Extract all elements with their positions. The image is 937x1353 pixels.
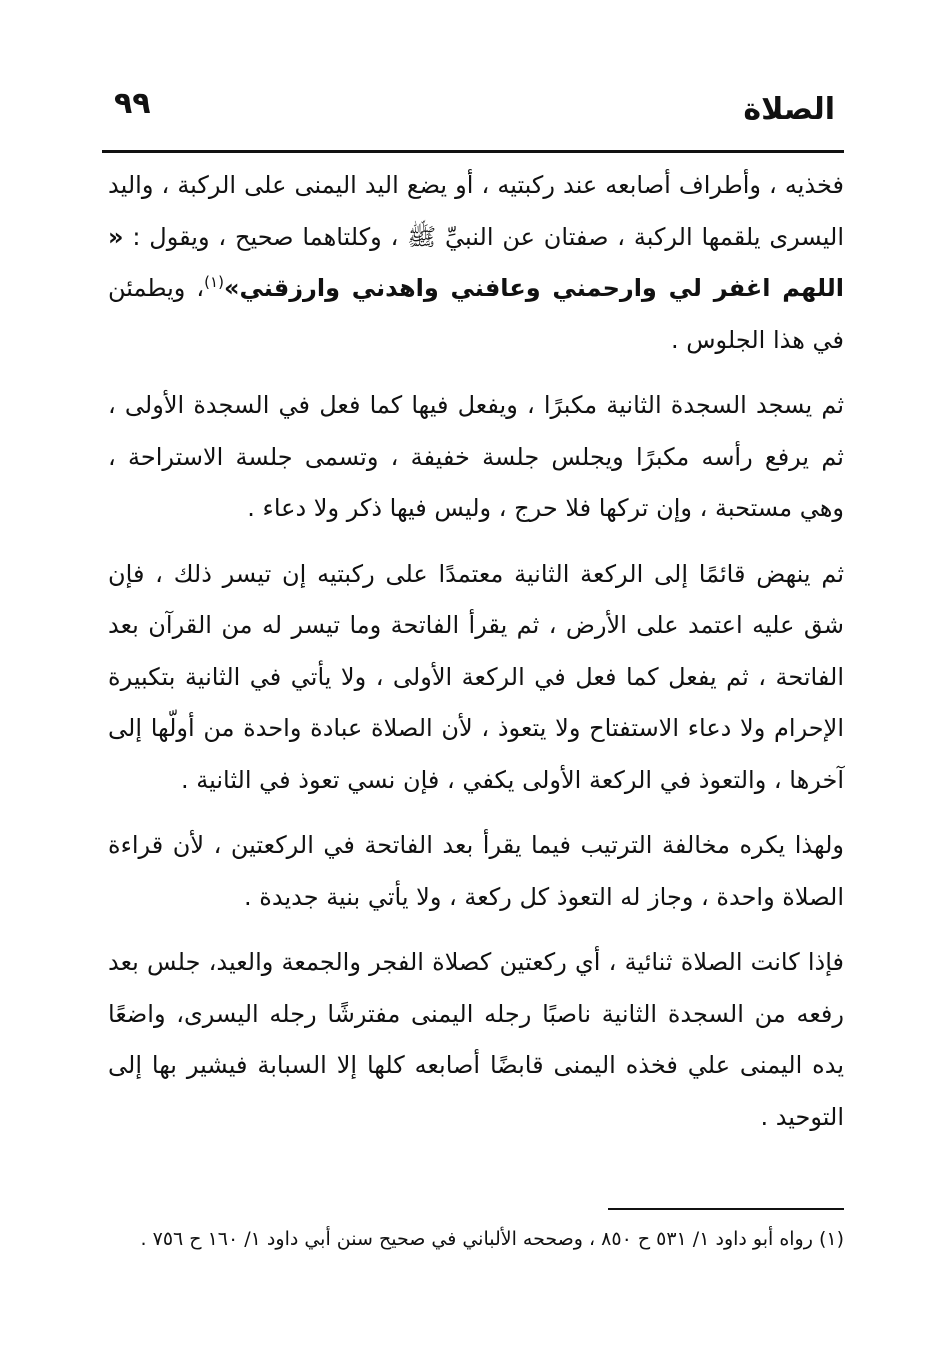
paragraph-3: ثم ينهض قائمًا إلى الركعة الثانية معتمدًا على ركبتيه إن تيسر ذلك ، فإن شق عليه اعتمد على الأرض ، ثم يقرأ الفاتحة وما تيسر له من القرآن بعد الفاتحة ، ثم يفعل كما فعل في الركعة الأولى ، ولا يأتي في الثانية بتكبيرة الإحرام ولا دعاء الاستفتاح ولا يتعوذ ، لأن الصلاة عبادة واحدة من أولّها إلى آخرها ، والتعوذ في الركعة الأولى يكفي ، فإن نسي تعوذ في الثانية .	[108, 559, 844, 794]
paragraph-1-tail: ، ويطمئن في هذا الجلوس .	[108, 274, 844, 354]
body-text	[108, 160, 844, 1157]
paragraph-2: ثم يسجد السجدة الثانية مكبرًا ، ويفعل فيها كما فعل في السجدة الأولى ، ثم يرفع رأسه مكبرًا ويجلس جلسة خفيفة ، وتسمى جلسة الاستراحة ، وهي مستحبة ، وإن تركها فلا حرج ، وليس فيها ذكر ولا دعاء .	[108, 391, 844, 522]
paragraph-1	[108, 160, 844, 366]
header-rule	[102, 150, 844, 153]
paragraph-4: ولهذا يكره مخالفة الترتيب فيما يقرأ بعد الفاتحة في الركعتين ، لأن قراءة الصلاة واحدة ، وجاز له التعوذ كل ركعة ، ولا يأتي بنية جديدة .	[108, 831, 844, 911]
page-number: ٩٩	[114, 86, 151, 121]
paragraph-5: فإذا كانت الصلاة ثنائية ، أي ركعتين كصلاة الفجر والجمعة والعيد، جلس بعد رفعه من السجدة الثانية ناصبًا رجله اليمنى مفترشًا رجله اليسرى، واضعًا يده اليمنى علي فخذه اليمنى قابضًا أصابعه كلها إلا السبابة فيشير بها إلى التوحيد .	[108, 948, 844, 1131]
footnote: (١) رواه أبو داود ١/ ٥٣١ ح ٨٥٠ ، وصححه الألباني في صحيح سنن أبي داود ١/ ١٦٠ ح ٧٥٦ .	[140, 1228, 844, 1250]
footnote-rule	[608, 1208, 844, 1210]
paragraph-1-text: فخذيه ، وأطراف أصابعه عند ركبتيه ، أو يضع اليد اليمنى على الركبة ، واليد اليسرى يلقمها الركبة ، صفتان عن النبيِّ ﷺ ، وكلتاهما صحيح ، ويقول :	[108, 171, 844, 251]
prayer-quote: « اللهم اغفر لي وارحمني وعافني واهدني وارزقني»	[108, 222, 845, 302]
footnote-reference: (١)	[204, 273, 224, 291]
running-title: الصلاة	[743, 92, 835, 127]
